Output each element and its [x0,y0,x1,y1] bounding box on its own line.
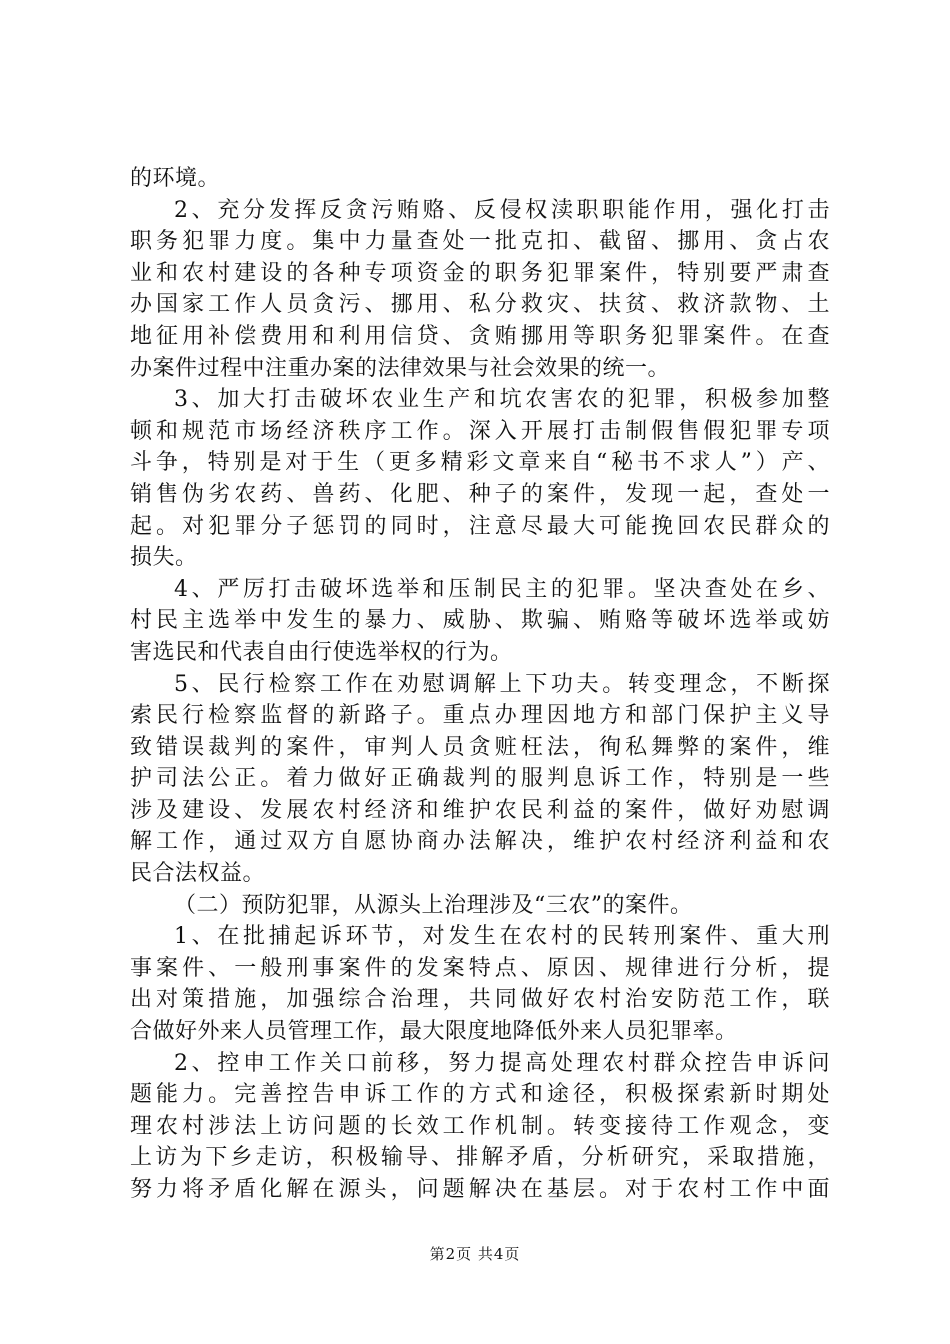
text-line: 村民主选举中发生的暴力、威胁、欺骗、贿赂等破坏选举或妨 [130,608,830,634]
text-line: 解工作，通过双方自愿协商办法解决，维护农村经济利益和农 [130,829,830,855]
text-line: 题能力。完善控告申诉工作的方式和途径，积极探索新时期处 [130,1082,830,1108]
text-line: 涉及建设、发展农村经济和维护农民利益的案件，做好劝慰调 [130,797,830,823]
text-line: 合做好外来人员管理工作，最大限度地降低外来人员犯罪率。 [130,1019,738,1045]
text-line: 损失。 [130,545,198,571]
text-line: 民合法权益。 [130,861,266,887]
text-line: 起。对犯罪分子惩罚的同时，注意尽最大可能挽回农民群众的 [130,513,830,539]
text-line: （二）预防犯罪，从源头上治理涉及“三农”的案件。 [174,892,693,918]
text-line: 地征用补偿费用和利用信贷、贪贿挪用等职务犯罪案件。在查 [130,323,830,349]
text-line: 害选民和代表自由行使选举权的行为。 [130,639,513,665]
text-line: 护司法公正。着力做好正确裁判的服判息诉工作，特别是一些 [130,766,830,792]
text-line: 2、控申工作关口前移，努力提高处理农村群众控告申诉问 [174,1050,830,1076]
text-line: 努力将矛盾化解在源头，问题解决在基层。对于农村工作中面 [130,1177,830,1202]
page-footer: 第2页 共4页 [429,1245,521,1263]
text-line: 2、充分发挥反贪污贿赂、反侵权渎职职能作用，强化打击 [174,197,830,223]
text-line: 索民行检察监督的新路子。重点办理因地方和部门保护主义导 [130,703,830,729]
text-line: 致错误裁判的案件，审判人员贪赃枉法，徇私舞弊的案件，维 [130,734,830,760]
text-line: 出对策措施，加强综合治理，共同做好农村治安防范工作，联 [130,987,830,1013]
text-line: 理农村涉法上访问题的长效工作机制。转变接待工作观念，变 [130,1113,830,1139]
text-line: 5、民行检察工作在劝慰调解上下功夫。转变理念，不断探 [174,671,830,697]
document-body [130,163,830,1206]
text-line: 的环境。 [130,166,221,191]
text-line: 销售伪劣农药、兽药、化肥、种子的案件，发现一起，查处一 [130,481,830,507]
text-line: 上访为下乡走访，积极输导、排解矛盾，分析研究，采取措施， [130,1145,830,1171]
text-line: 办案件过程中注重办案的法律效果与社会效果的统一。 [130,355,671,381]
text-line: 顿和规范市场经济秩序工作。深入开展打击制假售假犯罪专项 [130,418,830,444]
text-line: 斗争，特别是对于生（更多精彩文章来自“秘书不求人”）产、 [130,450,830,476]
text-line: 职务犯罪力度。集中力量查处一批克扣、截留、挪用、贪占农 [130,229,830,255]
text-line: 4、严厉打击破坏选举和压制民主的犯罪。坚决查处在乡、 [174,576,830,602]
text-line: 办国家工作人员贪污、挪用、私分救灾、扶贫、救济款物、土 [130,292,830,318]
text-line: 事案件、一般刑事案件的发案特点、原因、规律进行分析，提 [130,955,830,981]
text-line: 业和农村建设的各种专项资金的职务犯罪案件，特别要严肃查 [130,260,830,286]
text-line: 1、在批捕起诉环节，对发生在农村的民转刑案件、重大刑 [174,924,830,950]
text-line: 3、加大打击破坏农业生产和坑农害农的犯罪，积极参加整 [174,387,830,413]
